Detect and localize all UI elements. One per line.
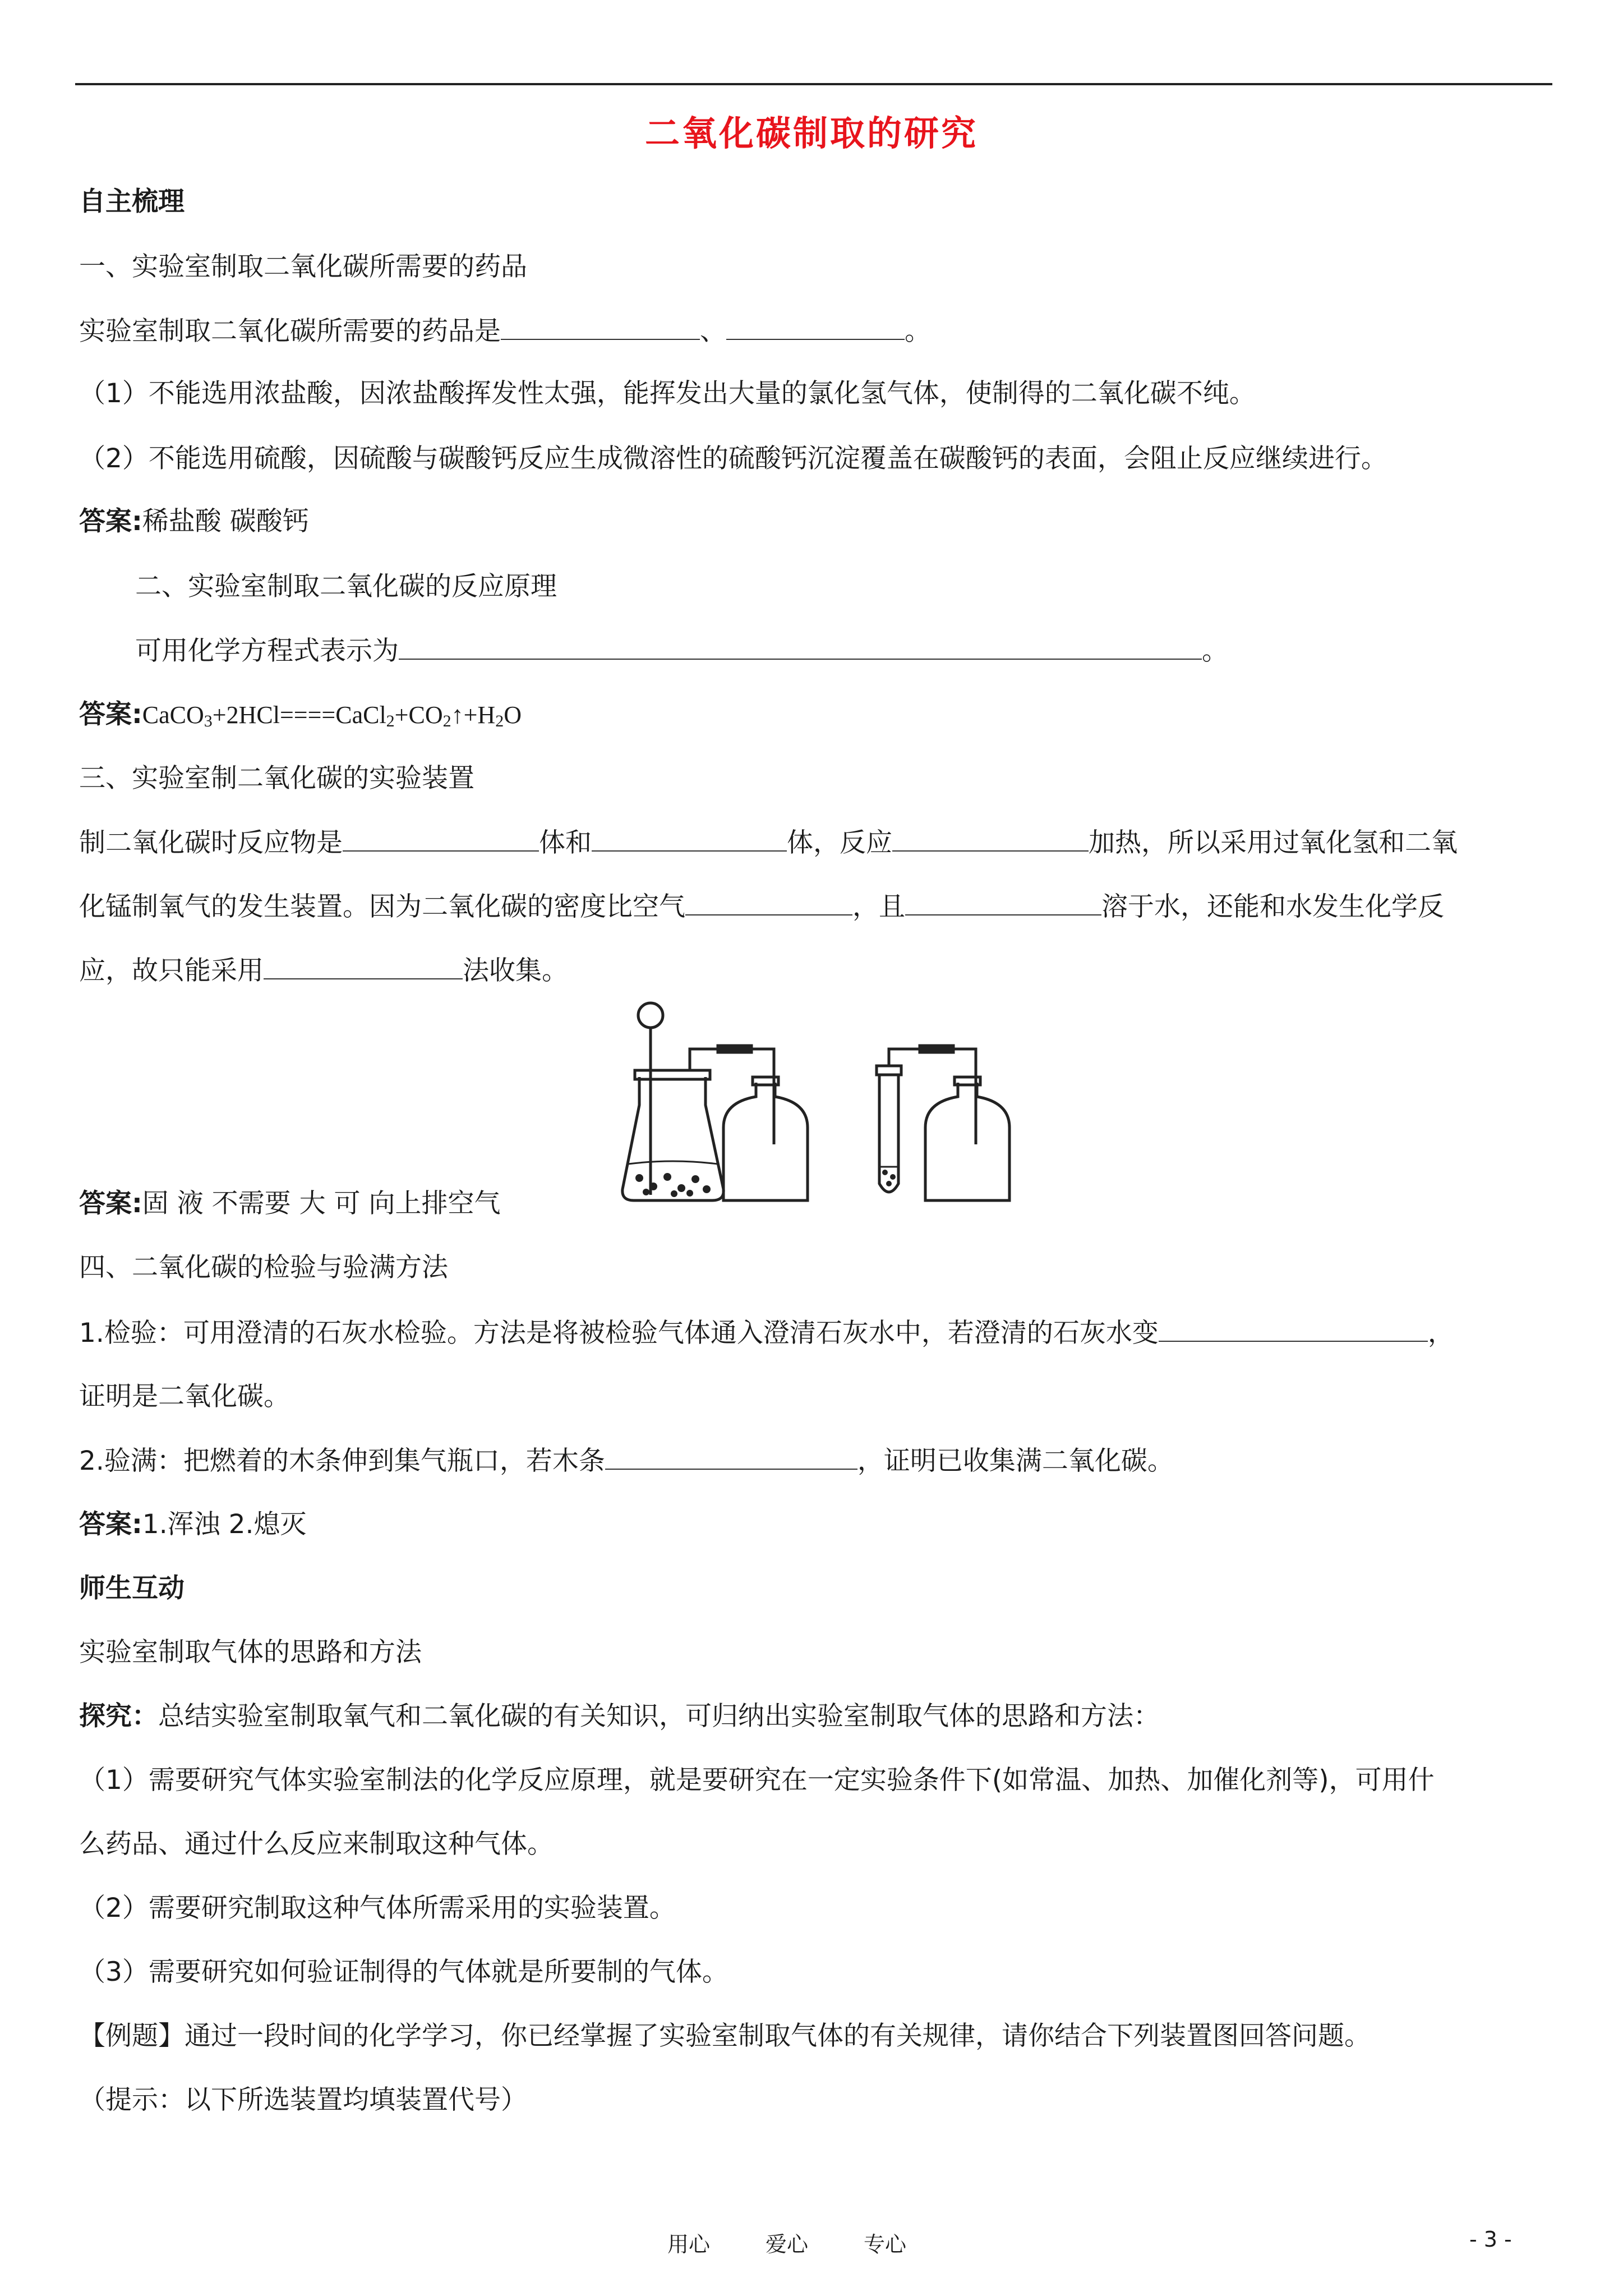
- hint-text: （提示：以下所选装置均填装置代号）: [79, 2085, 527, 2115]
- section-4-heading: 四、二氧化碳的检验与验满方法: [79, 1252, 448, 1283]
- section-1-note-1: （1）不能选用浓盐酸，因浓盐酸挥发性太强，能挥发出大量的氯化氢气体，使制得的二氧化碳不纯。: [79, 378, 1256, 409]
- section-2-question: 可用化学方程式表示为 。: [135, 634, 1228, 668]
- section-5-heading: 实验室制取气体的思路和方法: [79, 1637, 422, 1668]
- header-rule: [75, 83, 1552, 85]
- section-5-explore: 探究：总结实验室制取氧气和二氧化碳的有关知识，可归纳出实验室制取气体的思路和方法：: [79, 1701, 1160, 1732]
- apparatus-figure: [606, 999, 1021, 1223]
- answer-blank: [726, 314, 905, 340]
- section-3-line-3: 应，故只能采用 法收集。: [79, 954, 568, 988]
- answer-blank: [605, 1444, 857, 1470]
- section-4-line-3: 2.验满：把燃着的木条伸到集气瓶口，若木条 ，证明已收集满二氧化碳。: [79, 1444, 1174, 1478]
- footer-motto-1: 用心: [667, 2232, 711, 2257]
- answer-blank: [501, 314, 700, 340]
- section-4-line-2: 证明是二氧化碳。: [79, 1381, 290, 1412]
- section-3-line-2: 化锰制氧气的发生装置。因为二氧化碳的密度比空气 ，且 溶于水，还能和水发生化学反: [79, 890, 1444, 924]
- section-3-line-1: 制二氧化碳时反应物是 体和 体，反应 加热，所以采用过氧化氢和二氧: [79, 826, 1458, 860]
- section-3-heading: 三、实验室制二氧化碳的实验装置: [79, 763, 474, 794]
- answer-blank: [905, 890, 1101, 915]
- section-1-heading: 一、实验室制取二氧化碳所需要的药品: [79, 251, 527, 282]
- section-4-line-1: 1.检验：可用澄清的石灰水检验。方法是将被检验气体通入澄清石灰水中，若澄清的石灰水变 ，: [79, 1316, 1454, 1350]
- answer-2: 答案$:CaCO_3+2HCl====CaCl_2+CO_2↑+H_2O$: [79, 699, 522, 730]
- footer-motto-3: 专心: [864, 2232, 907, 2257]
- section-1-note-2: （2）不能选用硫酸，因硫酸与碳酸钙反应生成微溶性的硫酸钙沉淀覆盖在碳酸钙的表面，会阻止反应继续进行。: [79, 443, 1387, 474]
- section-interaction: 师生互动: [79, 1573, 185, 1604]
- section-5-point-1b: 么药品、通过什么反应来制取这种气体。: [79, 1829, 554, 1860]
- page-title: 二氧化碳制取的研究: [644, 113, 978, 154]
- section-1-question: 实验室制取二氧化碳所需要的药品是 、 。: [79, 314, 931, 348]
- answer-1: 答案:稀盐酸 碳酸钙: [79, 506, 309, 537]
- answer-blank: [399, 634, 1202, 660]
- answer-blank: [892, 826, 1089, 852]
- answer-3: 答案:固 液 不需要 大 可 向上排空气: [79, 1188, 501, 1219]
- footer-motto-2: 爱心: [766, 2232, 809, 2257]
- answer-blank: [1159, 1316, 1428, 1342]
- answer-blank: [264, 954, 463, 979]
- page-number: - 3 -: [1469, 2227, 1512, 2252]
- answer-blank: [685, 890, 852, 915]
- section-5-point-1a: （1）需要研究气体实验室制法的化学反应原理，就是要研究在一定实验条件下(如常温、加热、加催化剂等)，可用什: [79, 1765, 1435, 1796]
- example-question: 【例题】通过一段时间的化学学习，你已经掌握了实验室制取气体的有关规律，请你结合下列装置图回答问题。: [79, 2021, 1371, 2051]
- section-5-point-3: （3）需要研究如何验证制得的气体就是所要制的气体。: [79, 1957, 728, 1987]
- answer-blank: [592, 826, 787, 852]
- answer-4: 答案:1.浑浊 2.熄灭: [79, 1509, 307, 1540]
- section-2-heading: 二、实验室制取二氧化碳的反应原理: [135, 571, 557, 602]
- answer-blank: [343, 826, 539, 852]
- section-5-point-2: （2）需要研究制取这种气体所需采用的实验装置。: [79, 1893, 676, 1924]
- section-self-study: 自主梳理: [79, 186, 185, 217]
